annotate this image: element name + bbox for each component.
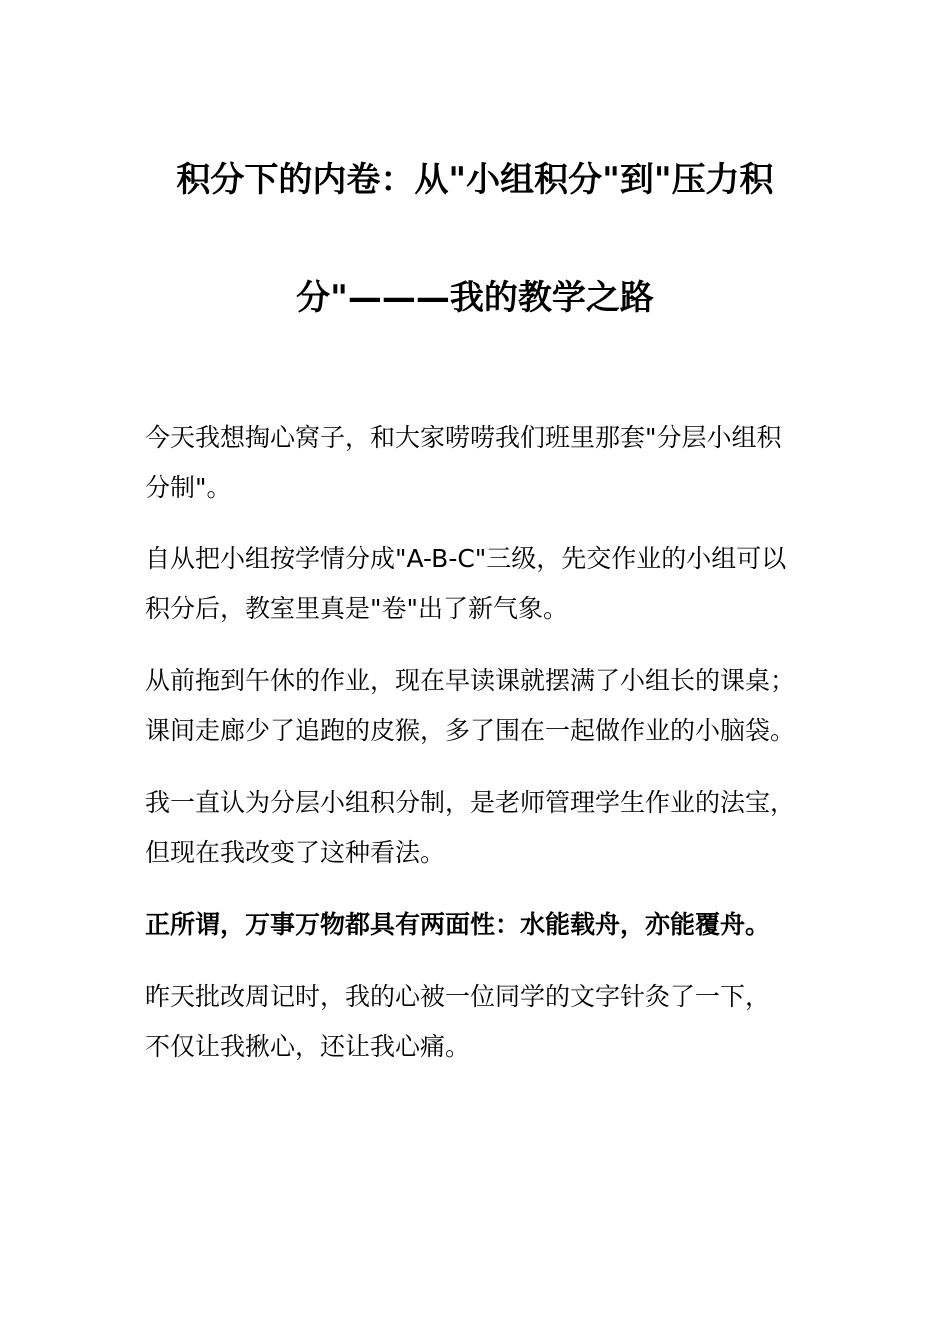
- paragraph-line: 正所谓，万事万物都具有两面性：水能载舟，亦能覆舟。: [145, 910, 771, 939]
- paragraph-3: [145, 656, 825, 756]
- paragraph-line: 但现在我改变了这种看法。: [145, 838, 446, 867]
- paragraph-line: 昨天批改周记时，我的心被一位同学的文字针灸了一下，: [145, 982, 771, 1011]
- paragraph-1: [145, 413, 825, 513]
- title-line-2: 分"———我的教学之路: [296, 278, 654, 318]
- paragraph-line: 分制"。: [145, 473, 232, 502]
- paragraph-line: 今天我想掏心窝子，和大家唠唠我们班里那套"分层小组积: [145, 423, 782, 452]
- paragraph-line: 不仅让我揪心，还让我心痛。: [145, 1032, 471, 1061]
- paragraph-4: [145, 778, 825, 878]
- paragraph-line: 从前拖到午休的作业，现在早读课就摆满了小组长的课桌；: [145, 666, 796, 695]
- paragraph-line: 课间走廊少了追跑的皮猴，多了围在一起做作业的小脑袋。: [145, 716, 796, 745]
- paragraph-line: 我一直认为分层小组积分制，是老师管理学生作业的法宝，: [145, 788, 796, 817]
- paragraph-5-emphasis: [145, 900, 825, 950]
- paragraph-2: [145, 534, 825, 634]
- paragraph-6: [145, 972, 825, 1072]
- paragraph-line: 自从把小组按学情分成"A-B-C"三级，先交作业的小组可以: [145, 544, 787, 573]
- paragraph-line: 积分后，教室里真是"卷"出了新气象。: [145, 594, 568, 623]
- title-line-1: 积分下的内卷：从"小组积分"到"压力积: [176, 160, 774, 200]
